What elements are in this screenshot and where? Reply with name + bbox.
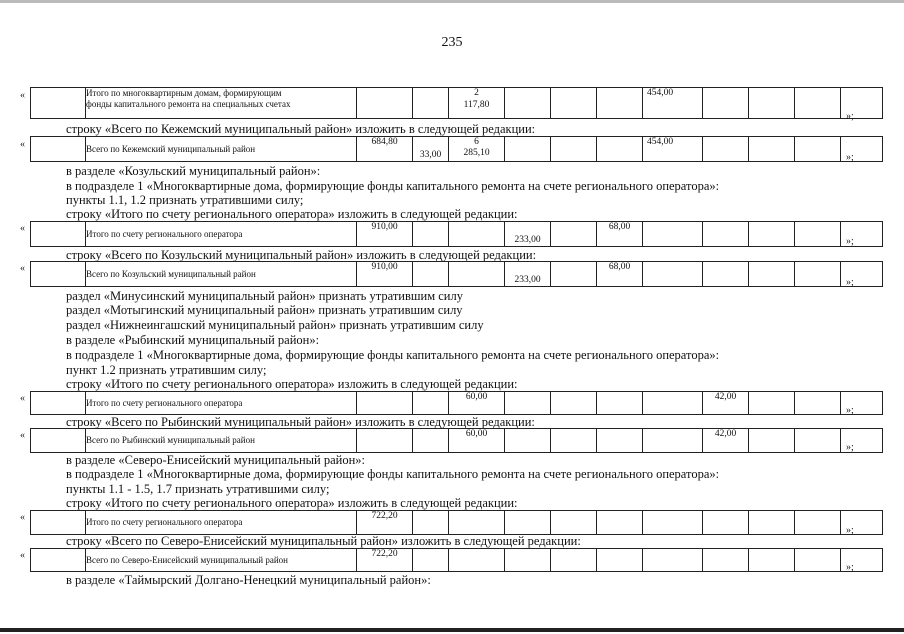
table-cell: [703, 511, 749, 535]
table-cell: [795, 429, 841, 453]
text-line: в разделе «Рыбинский муниципальный район»:: [66, 333, 320, 347]
quote-close: »;: [846, 525, 854, 536]
table-row: [30, 510, 883, 535]
table-cell: [749, 88, 795, 119]
table-cell: [31, 429, 86, 453]
table-cell: [505, 511, 551, 535]
row-label: Итого по счету регионального оператора: [86, 392, 357, 415]
text-line: в разделе «Северо-Енисейский муниципальный район»:: [66, 453, 366, 467]
table-cell: [703, 549, 749, 572]
table-cell: 68,00: [597, 222, 643, 247]
table-cell: [551, 429, 597, 453]
table-cell: [551, 222, 597, 247]
row-label: Всего по Кежемский муниципальный район: [86, 137, 357, 162]
quote-open: «: [20, 512, 25, 523]
table-cell: [795, 549, 841, 572]
table-cell: 910,00: [357, 222, 413, 247]
table-cell: [749, 262, 795, 287]
table-cell: [31, 549, 86, 572]
page-number: 235: [441, 35, 463, 50]
table-cell: [505, 549, 551, 572]
quote-open: «: [20, 139, 25, 150]
table-row: [30, 221, 883, 247]
table-cell: [749, 429, 795, 453]
table-cell: [795, 222, 841, 247]
quote-close: »;: [846, 236, 854, 247]
table-cell: 33,00: [413, 137, 449, 162]
table-cell: 454,00: [643, 137, 703, 162]
table-cell: [795, 88, 841, 119]
table-cell: [795, 392, 841, 415]
table-cell: [597, 429, 643, 453]
text-line: строку «Всего по Рыбинский муниципальный район» изложить в следующей редакции:: [66, 415, 535, 429]
table-row: [30, 428, 883, 453]
table-cell: [413, 262, 449, 287]
table-cell: 233,00: [505, 222, 551, 247]
table-cell: [505, 429, 551, 453]
table-cell: [413, 511, 449, 535]
table-cell: 6 285,10: [449, 137, 505, 162]
quote-open: «: [20, 90, 25, 101]
quote-open: «: [20, 550, 25, 561]
scan-top-edge: [0, 0, 904, 3]
quote-open: «: [20, 263, 25, 274]
table-cell: [795, 511, 841, 535]
table-cell: [749, 392, 795, 415]
table-cell: 60,00: [449, 429, 505, 453]
table-cell: [551, 549, 597, 572]
table-row: [30, 391, 883, 415]
text-line: строку «Итого по счету регионального оператора» изложить в следующей редакции:: [66, 496, 518, 510]
table-cell: [413, 392, 449, 415]
table-cell: [357, 88, 413, 119]
table-cell: [31, 137, 86, 162]
table-cell: [31, 88, 86, 119]
table-cell: [703, 88, 749, 119]
table-row: [30, 261, 883, 287]
text-line: строку «Всего по Северо-Енисейский муниципальный район» изложить в следующей редакции:: [66, 534, 581, 548]
text-line: пункт 1.2 признать утратившим силу;: [66, 363, 267, 377]
table-cell: [31, 392, 86, 415]
text-line: строку «Итого по счету регионального оператора» изложить в следующей редакции:: [66, 377, 518, 391]
row-label: Всего по Рыбинский муниципальный район: [86, 429, 357, 453]
text-line: строку «Итого по счету регионального оператора» изложить в следующей редакции:: [66, 207, 518, 221]
table-cell: 60,00: [449, 392, 505, 415]
table-cell: [643, 222, 703, 247]
table-cell: [551, 392, 597, 415]
table-cell: [449, 549, 505, 572]
table-cell: [749, 222, 795, 247]
table-cell: [551, 88, 597, 119]
table-cell: [597, 88, 643, 119]
table-cell: 42,00: [703, 392, 749, 415]
table-cell: [703, 262, 749, 287]
table-cell: [643, 429, 703, 453]
table-cell: [505, 392, 551, 415]
text-line: в разделе «Козульский муниципальный район»:: [66, 164, 321, 178]
table-cell: [749, 511, 795, 535]
text-line: в подразделе 1 «Многоквартирные дома, формирующие фонды капитального ремонта на счете регионального оператора»:: [66, 348, 720, 362]
table-cell: [643, 262, 703, 287]
quote-close: »;: [846, 442, 854, 453]
table-cell: [357, 392, 413, 415]
table-cell: [413, 549, 449, 572]
table-cell: [643, 511, 703, 535]
table-cell: 68,00: [597, 262, 643, 287]
table-cell: [643, 392, 703, 415]
table-cell: [31, 222, 86, 247]
table-cell: [643, 549, 703, 572]
table-cell: [795, 262, 841, 287]
table-cell: [449, 511, 505, 535]
table-cell: [505, 88, 551, 119]
text-line: раздел «Минусинский муниципальный район» признать утратившим силу: [66, 289, 463, 303]
table-row: [30, 87, 883, 119]
table-cell: [31, 262, 86, 287]
text-line: пункты 1.1, 1.2 признать утратившими силу;: [66, 193, 304, 207]
row-label: Всего по Козульский муниципальный район: [86, 262, 357, 287]
table-cell: 684,80: [357, 137, 413, 162]
text-line: пункты 1.1 - 1.5, 1.7 признать утратившими силу;: [66, 482, 330, 496]
quote-open: «: [20, 430, 25, 441]
quote-close: »;: [846, 405, 854, 416]
table-cell: [31, 511, 86, 535]
row-label: Итого по счету регионального оператора: [86, 511, 357, 535]
table-cell: 722,20: [357, 511, 413, 535]
quote-close: »;: [846, 277, 854, 288]
table-cell: [413, 429, 449, 453]
text-line: строку «Всего по Козульский муниципальный район» изложить в следующей редакции:: [66, 248, 537, 262]
row-label: Итого по счету регионального оператора: [86, 222, 357, 247]
row-label: Всего по Северо-Енисейский муниципальный район: [86, 549, 357, 572]
table-cell: [703, 222, 749, 247]
text-line: строку «Всего по Кежемский муниципальный район» изложить в следующей редакции:: [66, 122, 536, 136]
table-cell: 42,00: [703, 429, 749, 453]
table-cell: [357, 429, 413, 453]
text-line: в разделе «Таймырский Долгано-Ненецкий муниципальный район»:: [66, 573, 431, 587]
table-cell: 454,00: [643, 88, 703, 119]
text-line: в подразделе 1 «Многоквартирные дома, формирующие фонды капитального ремонта на счете регионального оператора»:: [66, 467, 720, 481]
table-cell: [597, 511, 643, 535]
table-cell: [703, 137, 749, 162]
table-cell: [597, 137, 643, 162]
table-cell: [413, 222, 449, 247]
table-cell: [551, 137, 597, 162]
quote-close: »;: [846, 562, 854, 573]
text-line: раздел «Нижнеингашский муниципальный район» признать утратившим силу: [66, 318, 484, 332]
row-label: Итого по многоквартирным домам, формирующим фонды капитального ремонта на специальных счетах: [86, 88, 357, 119]
quote-close: »;: [846, 152, 854, 163]
table-cell: [449, 222, 505, 247]
table-cell: [597, 549, 643, 572]
table-row: [30, 548, 883, 572]
table-cell: 2 117,80: [449, 88, 505, 119]
table-cell: [749, 137, 795, 162]
table-cell: 233,00: [505, 262, 551, 287]
table-cell: [597, 392, 643, 415]
text-line: в подразделе 1 «Многоквартирные дома, формирующие фонды капитального ремонта на счете регионального оператора»:: [66, 179, 720, 193]
table-cell: [551, 262, 597, 287]
quote-open: «: [20, 223, 25, 234]
scan-bottom-edge: [0, 628, 904, 632]
table-row: [30, 136, 883, 162]
quote-open: «: [20, 393, 25, 404]
table-cell: [749, 549, 795, 572]
table-cell: [795, 137, 841, 162]
table-cell: [449, 262, 505, 287]
table-cell: [551, 511, 597, 535]
quote-close: »;: [846, 111, 854, 122]
table-cell: 722,20: [357, 549, 413, 572]
table-cell: [413, 88, 449, 119]
table-cell: 910,00: [357, 262, 413, 287]
table-cell: [505, 137, 551, 162]
text-line: раздел «Мотыгинский муниципальный район» признать утратившим силу: [66, 303, 463, 317]
